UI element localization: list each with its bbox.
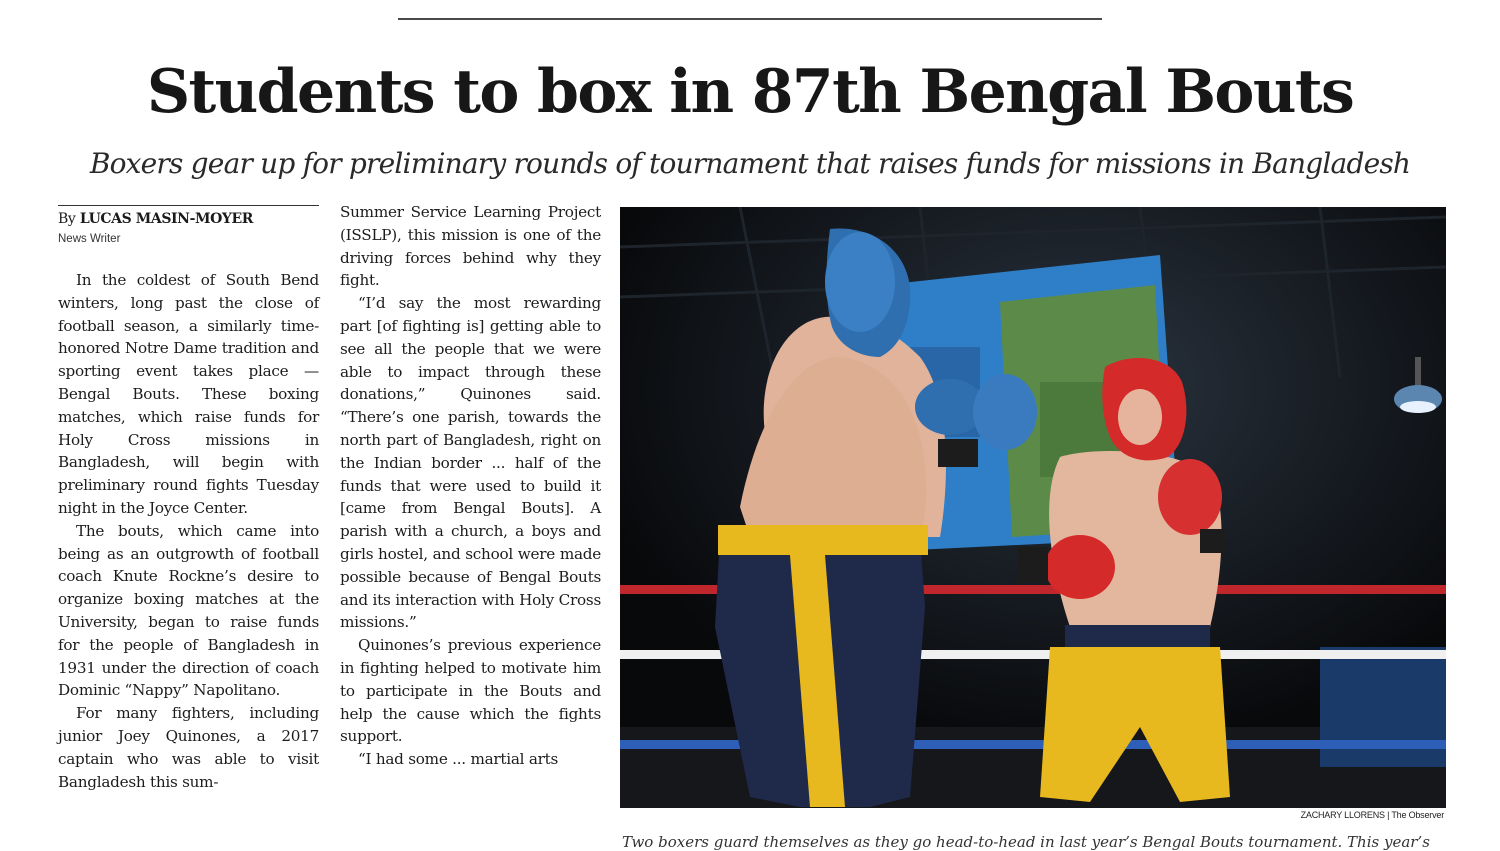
headline: Students to box in 87th Bengal Bouts [146, 57, 1354, 127]
author-role: News Writer [58, 233, 121, 245]
paragraph: “I’d say the most rewarding part [of fighting is] getting able to see all the people that we were able to impact through these donations,” Quinones said. “There’s one parish, towards the north part of Bangladesh, right on the Indian border ... half of the funds that were used to build it [came from Bengal Bouts]. A parish with a church, a boys and girls hostel, and school were made possible because of Bengal Bouts and its interaction with Holy Cross missions.” [340, 294, 601, 632]
boxing-photo-illustration [620, 207, 1446, 808]
paragraph: For many fighters, including junior Joey Quinones, a 2017 captain who was able to visit Bangladesh this sum- [58, 704, 319, 791]
paragraph: The bouts, which came into being as an outgrowth of football coach Knute Rockne’s desire to organize boxing matches at the University, began to raise funds for the people of Bangladesh in 1931 under the direction of coach Dominic “Nappy” Napolitano. [58, 521, 319, 700]
author-name: LUCAS MASIN-MOYER [79, 211, 253, 227]
deck: Boxers gear up for preliminary rounds of tournament that raises funds for missions in Bangladesh [89, 147, 1411, 180]
photo-caption: Two boxers guard themselves as they go head-to-head in last year’s Bengal Bouts tournament. This year’s [622, 833, 1430, 851]
paragraph: Summer Service Learning Project (ISSLP), this mission is one of the driving forces behind why they fight. [340, 203, 601, 290]
byline-prefix: By [58, 211, 76, 227]
byline-rule [58, 205, 319, 206]
top-rule [398, 18, 1102, 20]
paragraph: Quinones’s previous experience in fighting helped to motivate him to participate in the Bouts and help the cause which the fights support. [340, 636, 601, 746]
paragraph: In the coldest of South Bend winters, long past the close of football season, a similarly time-honored Notre Dame tradition and sporting event takes place — Bengal Bouts. These boxing matches, which raise funds for Holy Cross missions in Bangladesh, will begin with preliminary round fights Tuesday night in the Joyce Center. [58, 271, 319, 517]
byline [58, 211, 253, 227]
photo-credit: ZACHARY LLORENS | The Observer [1300, 810, 1444, 820]
article-column-2 [340, 201, 601, 771]
article-column-1 [58, 269, 319, 793]
paragraph: “I had some ... martial arts [358, 750, 559, 769]
boxing-photo [620, 207, 1446, 808]
